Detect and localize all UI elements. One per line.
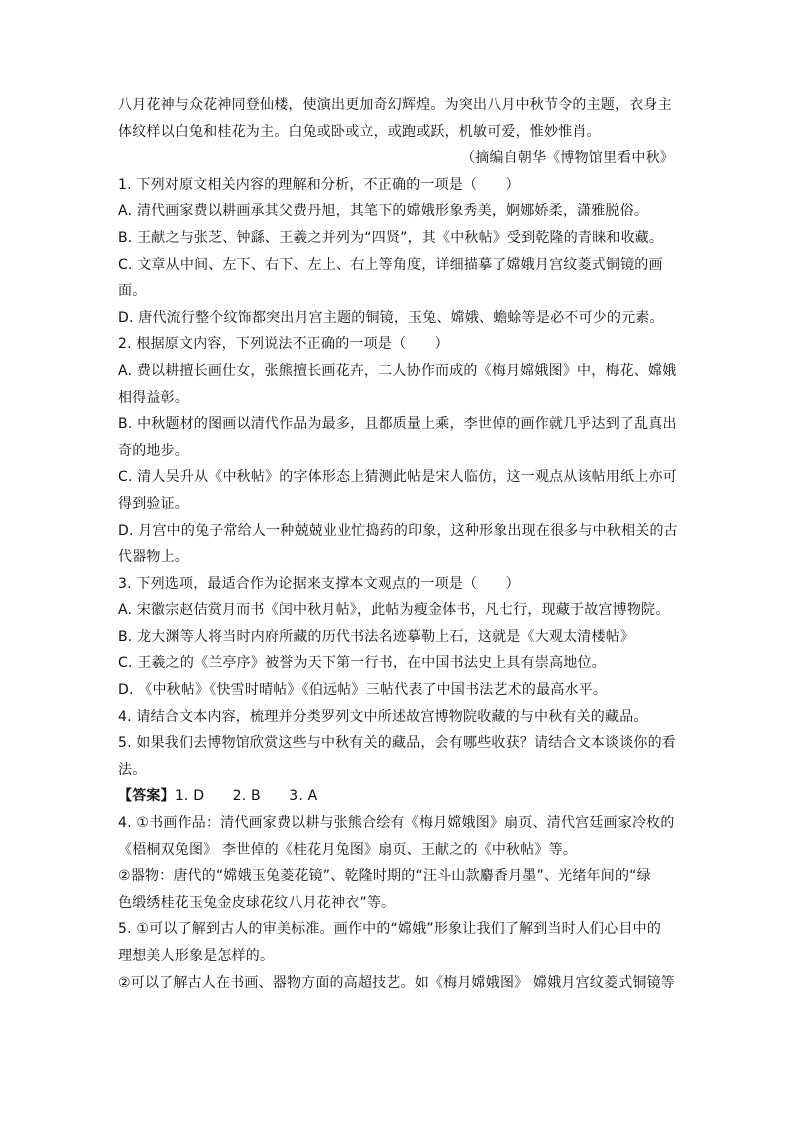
answer-4-line-4: 色缎绣桂花玉兔金皮球花纹八月花神衣”等。 bbox=[118, 894, 396, 911]
q2-option-d: D. 月宫中的兔子常给人一种兢兢业业忙捣药的印象，这种形象出现在很多与中秋相关的古 bbox=[118, 522, 678, 539]
source-citation: （摘编自朝华《博物馆里看中秋》 bbox=[461, 150, 674, 167]
answer-4-line-3: ②器物：唐代的“嫦娥玉兔菱花镜”、乾隆时期的“汪斗山款麝香月墨”、光绪年间的“绿 bbox=[118, 868, 651, 885]
answer-label: 【答案】 bbox=[118, 788, 175, 805]
document-page bbox=[118, 92, 678, 996]
question-2: 2. 根据原文内容，下列说法不正确的一项是（ ） bbox=[118, 336, 449, 353]
q2-option-c: C. 清人吴升从《中秋帖》的字体形态上猜测此帖是宋人临仿，这一观点从该帖用纸上亦可 bbox=[118, 469, 677, 486]
question-5: 5. 如果我们去博物馆欣赏这些与中秋有关的藏品，会有哪些收获？请结合文本谈谈你的看 bbox=[118, 735, 677, 752]
q1-option-a: A. 清代画家费以耕画承其父费丹旭，其笔下的嫦娥形象秀美，婀娜娇柔，潇雅脱俗。 bbox=[118, 203, 649, 220]
q2-option-a-cont: 相得益彰。 bbox=[118, 389, 189, 406]
answer-4-line-2: 《梧桐双兔图》 李世倬的《桂花月兔图》扇页、王献之的《中秋帖》等。 bbox=[118, 841, 578, 858]
question-4: 4. 请结合文本内容，梳理并分类罗列文中所述故宫博物院收藏的与中秋有关的藏品。 bbox=[118, 708, 648, 725]
q1-option-c: C. 文章从中间、左下、右下、左上、右上等角度，详细描摹了嫦娥月宫纹菱式铜镜的画 bbox=[118, 256, 663, 273]
q2-option-b: B. 中秋题材的图画以清代作品为最多，且都质量上乘，李世倬的画作就几乎达到了乱真出 bbox=[118, 416, 677, 433]
q1-option-d: D. 唐代流行整个纹饰都突出月宫主题的铜镜，玉兔、嫦娥、蟾蜍等是必不可少的元素。 bbox=[118, 309, 664, 326]
q3-option-c: C. 王羲之的《兰亭序》被誉为天下第一行书，在中国书法史上具有崇高地位。 bbox=[118, 655, 606, 672]
q2-option-d-cont: 代器物上。 bbox=[118, 549, 189, 566]
answer-5-line-3: ②可以了解古人在书画、器物方面的高超技艺。如《梅月嫦娥图》 嫦娥月宫纹菱式铜镜等 bbox=[118, 974, 675, 991]
question-3: 3. 下列选项，最适合作为论据来支撑本文观点的一项是（ ） bbox=[118, 575, 520, 592]
q3-option-b: B. 龙大渊等人将当时内府所藏的历代书法名迹摹勒上石，这就是《大观太清楼帖》 bbox=[118, 628, 635, 645]
answer-4-line-1: 4. ①书画作品：清代画家费以耕与张熊合绘有《梅月嫦娥图》扇页、清代宫廷画家冷枚的 bbox=[118, 815, 675, 832]
answer-choices: 1. D 2. B 3. A bbox=[174, 788, 318, 805]
answer-key bbox=[118, 783, 678, 810]
answer-5-line-2: 理想美人形象是怎样的。 bbox=[118, 948, 275, 964]
q1-option-c-cont: 面。 bbox=[118, 283, 147, 300]
passage-line-1: 八月花神与众花神同登仙楼，使演出更加奇幻辉煌。为突出八月中秋节令的主题，衣身主 bbox=[118, 97, 672, 113]
q2-option-c-cont: 得到验证。 bbox=[118, 495, 189, 512]
passage-line-2: 体纹样以白兔和桂花为主。白兔或卧或立，或跑或跃，机敏可爱，惟妙惟肖。 bbox=[118, 123, 601, 140]
question-1: 1. 下列对原文相关内容的理解和分析，不正确的一项是（ ） bbox=[118, 176, 520, 193]
q1-option-b: B. 王献之与张芝、钟繇、王羲之并列为“四贤”，其《中秋帖》受到乾隆的青睐和收藏。 bbox=[118, 229, 664, 246]
answer-5-line-1: 5. ①可以了解到古人的审美标准。画作中的“嫦娥”形象让我们了解到当时人们心目中的 bbox=[118, 921, 662, 938]
q3-option-a: A. 宋徽宗赵佶赏月而书《闰中秋月帖》，此帖为瘦金体书，凡七行，现藏于故宫博物院。 bbox=[118, 602, 670, 619]
q2-option-b-cont: 奇的地步。 bbox=[118, 442, 189, 459]
question-5-cont: 法。 bbox=[118, 761, 147, 778]
q3-option-d: D. 《中秋帖》《快雪时晴帖》《伯远帖》三帖代表了中国书法艺术的最高水平。 bbox=[118, 682, 608, 699]
q2-option-a: A. 费以耕擅长画仕女，张熊擅长画花卉，二人协作而成的《梅月嫦娥图》中，梅花、嫦娥 bbox=[118, 362, 677, 379]
